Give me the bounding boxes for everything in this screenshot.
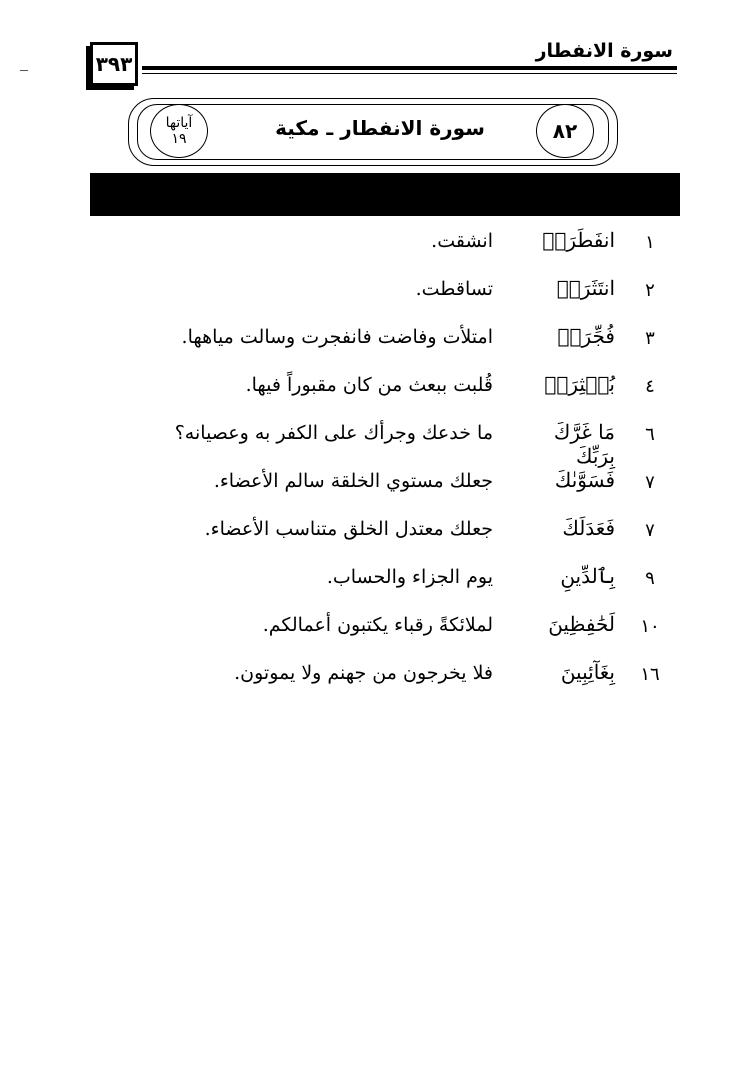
word-meaning: جعلك معتدل الخلق متناسب الأعضاء.: [204, 518, 493, 540]
quran-word: فَعَدَلَكَ: [562, 516, 615, 540]
black-bar: [90, 173, 680, 216]
list-item: [0, 466, 755, 506]
verse-number: ٧: [645, 472, 655, 493]
list-item: [0, 514, 755, 554]
header-rule-thick: [142, 66, 677, 70]
verse-number: ٩: [645, 568, 655, 589]
header-rule-thin: [142, 73, 677, 74]
surah-number: ٨٢: [552, 119, 578, 143]
word-meaning: قُلبت ببعث من كان مقبوراً فيها.: [245, 374, 493, 396]
running-header-title: سورة الانفطار: [535, 40, 673, 62]
quran-word: انتَثَرَتۡ: [556, 276, 615, 300]
page-number: ٣٩٣: [95, 52, 133, 76]
quran-word: لَحَٰفِظِينَ: [548, 612, 615, 636]
word-meaning: فلا يخرجون من جهنم ولا يموتون.: [234, 662, 493, 684]
word-meaning: تساقطت.: [415, 278, 493, 300]
verse-number: ٧: [645, 520, 655, 541]
word-meaning: يوم الجزاء والحساب.: [326, 566, 493, 588]
quran-word: بِغَآئِبِينَ: [560, 660, 615, 684]
word-meaning: ما خدعك وجرأك على الكفر به وعصيانه؟: [174, 422, 493, 444]
quran-word: مَا غَرَّكَ بِرَبِّكَ: [553, 420, 615, 468]
word-meaning: انشقت.: [431, 230, 493, 252]
list-item: [0, 322, 755, 362]
word-meaning: لملائكةً رقباء يكتبون أعمالكم.: [262, 614, 493, 636]
list-item: [0, 274, 755, 314]
quran-word: انفَطَرَتۡ: [542, 228, 615, 252]
quran-word: بُعۡثِرَتۡ: [544, 372, 615, 396]
word-meaning: امتلأت وفاضت فانفجرت وسالت مياهها.: [181, 326, 493, 348]
verse-number: ١٠: [640, 616, 660, 637]
surah-number-circle: [536, 104, 594, 158]
word-meaning: جعلك مستوي الخلقة سالم الأعضاء.: [213, 470, 493, 492]
surah-title: سورة الانفطار ـ مكية: [275, 116, 485, 140]
quran-word: فَسَوَّىٰكَ: [554, 468, 615, 492]
verses-count: ١٩: [171, 131, 187, 147]
quran-word: فُجِّرَتۡ: [557, 324, 615, 348]
list-item: [0, 562, 755, 602]
verse-number: ٤: [645, 376, 655, 397]
verse-number: ٦: [645, 424, 655, 445]
list-item: [0, 658, 755, 698]
verse-number: ٣: [645, 328, 655, 349]
verse-number: ١٦: [640, 664, 660, 685]
list-item: [0, 418, 755, 468]
list-item: [0, 610, 755, 650]
verses-label: آياتها: [165, 115, 193, 131]
list-item: [0, 226, 755, 266]
quran-word: بِٱلدِّينِ: [560, 564, 615, 588]
verses-count-circle: [150, 104, 208, 158]
verse-number: ٢: [645, 280, 655, 301]
page-number-box: [90, 42, 138, 86]
stray-mark: [20, 70, 28, 71]
verse-number: ١: [645, 232, 655, 253]
list-item: [0, 370, 755, 410]
